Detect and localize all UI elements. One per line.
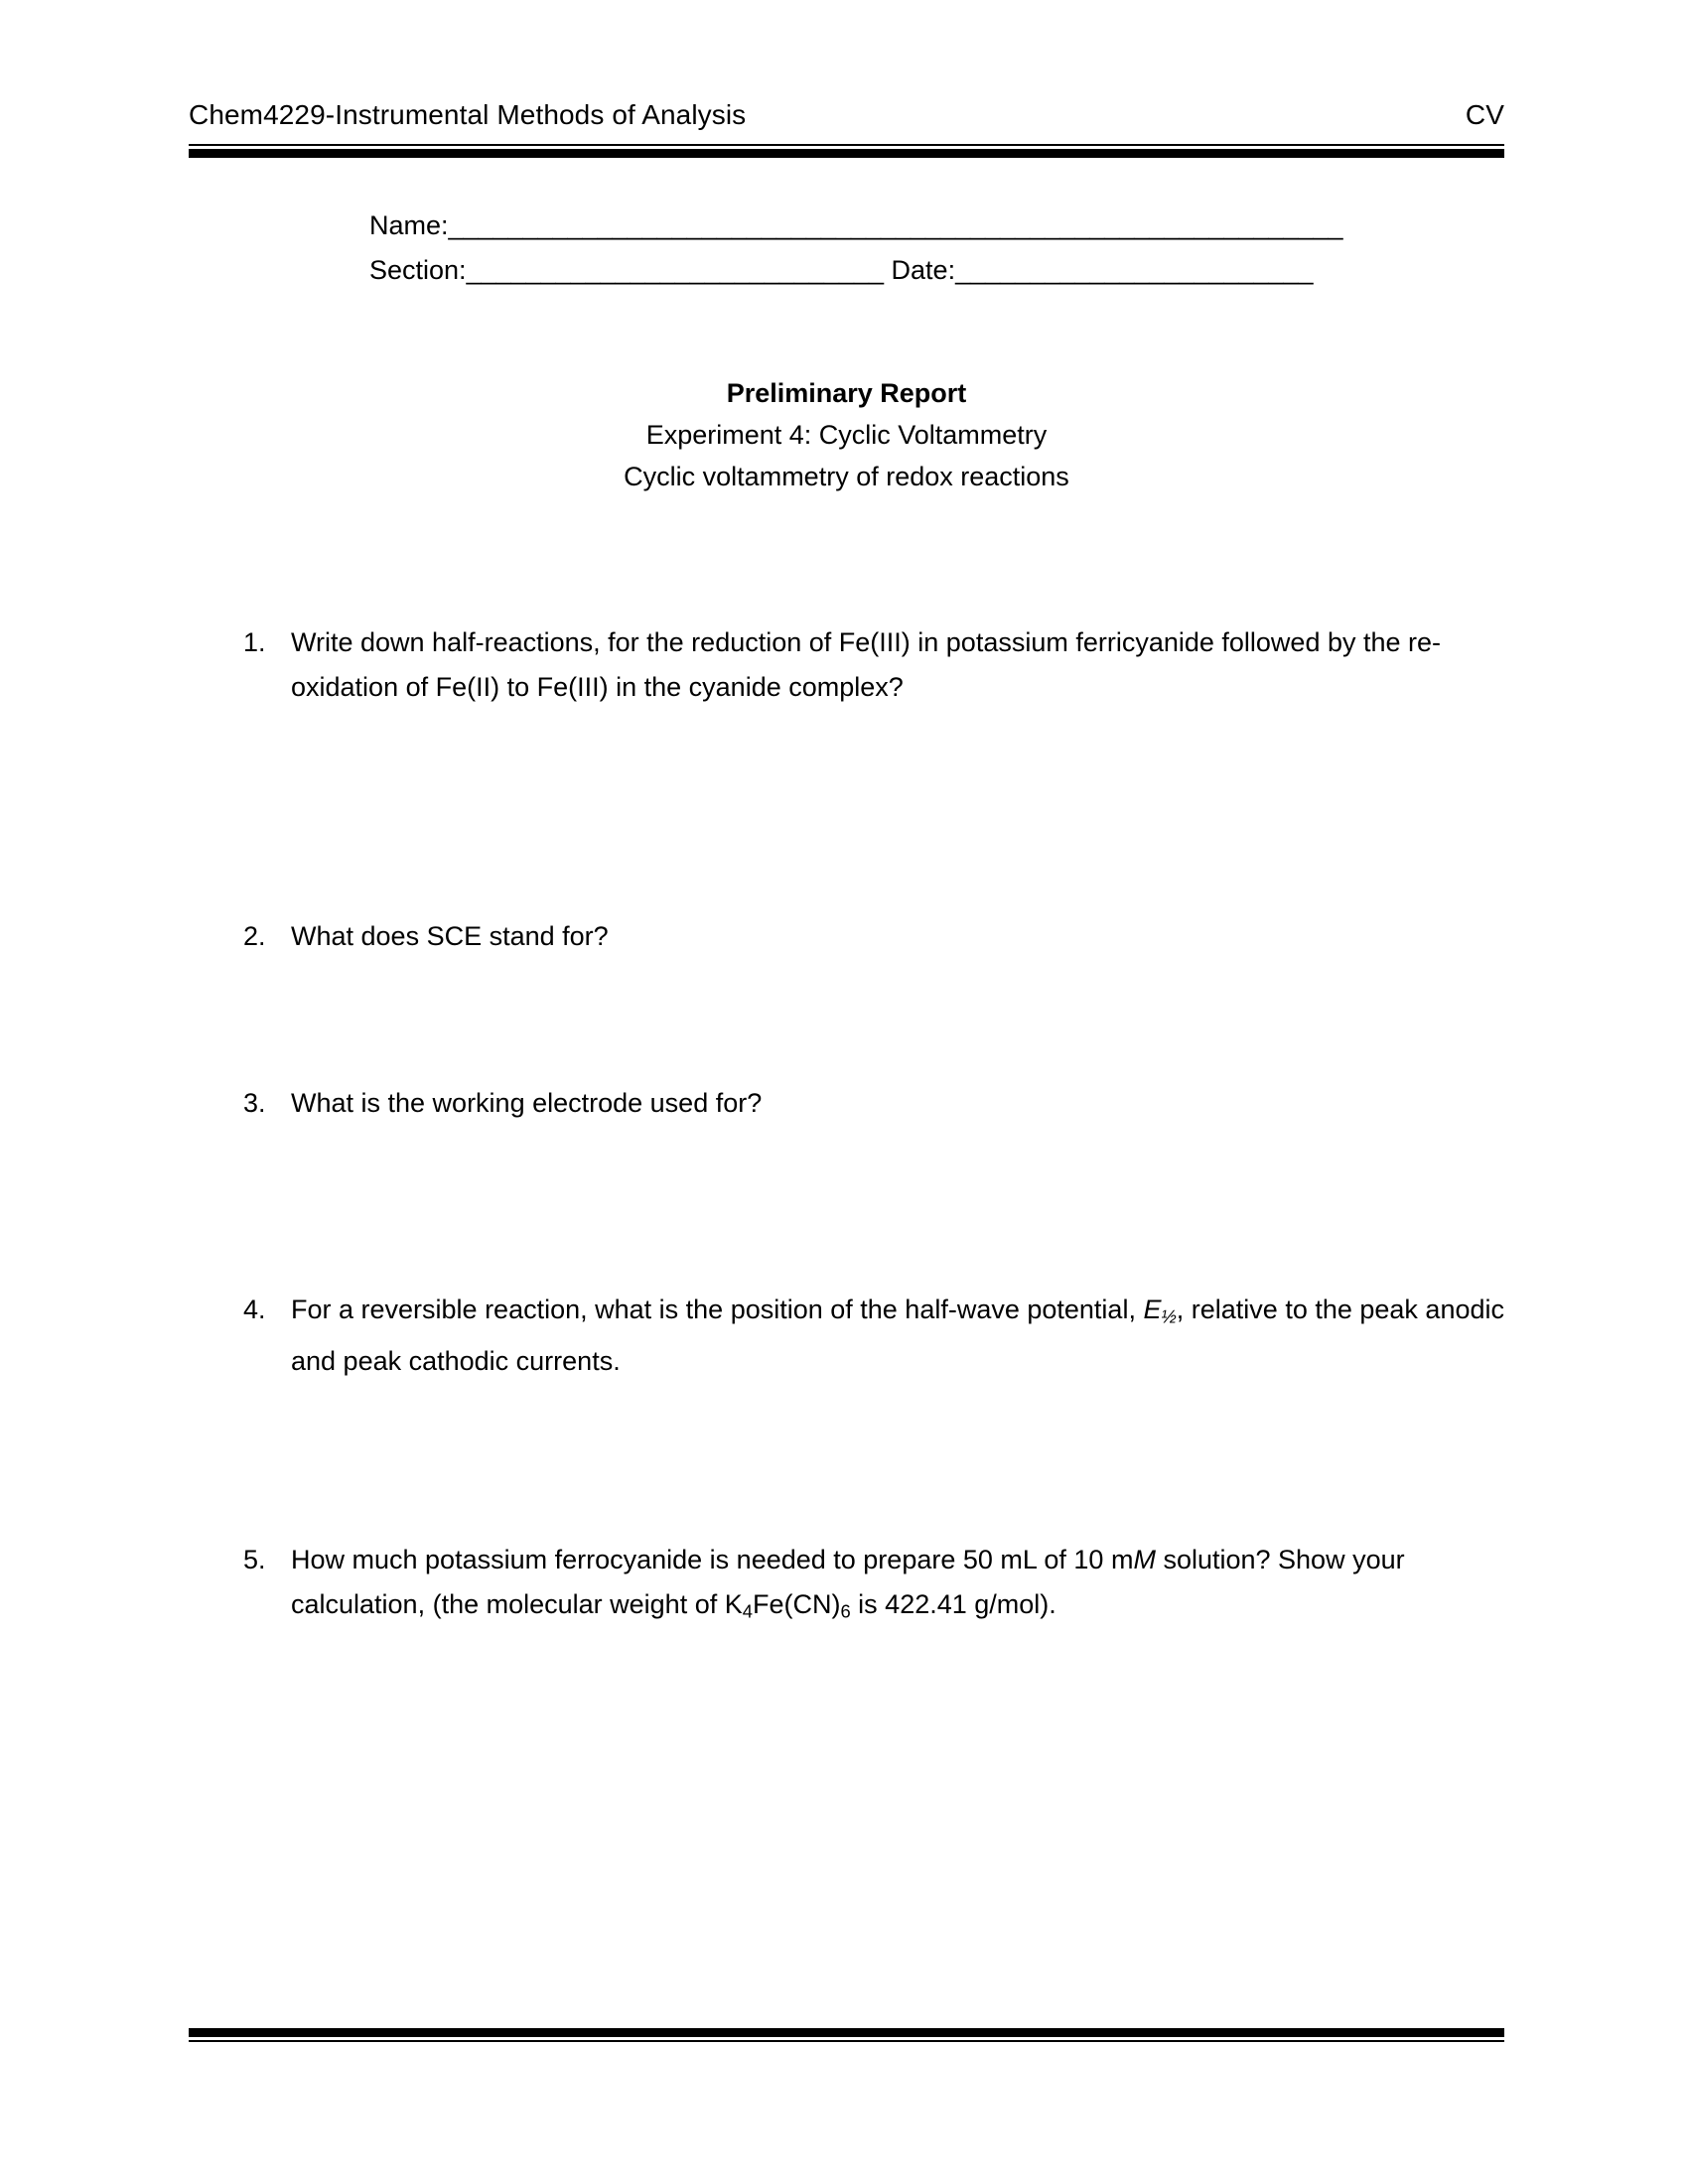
question-text-2: What does SCE stand for? (291, 921, 609, 951)
question-number-5: 5. (243, 1545, 266, 1574)
question-text-5 (291, 1538, 1532, 1634)
question-item-4 (243, 1288, 1532, 1384)
date-blank-field[interactable]: ________________________ (955, 255, 1314, 285)
question-number-2: 2. (243, 921, 266, 951)
question-4-part-b: , relative to the peak anodic and peak cathodic currents. (291, 1295, 1504, 1376)
question-item-5 (243, 1538, 1532, 1634)
date-label: Date: (891, 255, 956, 285)
experiment-subtitle: Experiment 4: Cyclic Voltammetry (645, 420, 1048, 450)
question-item-3 (243, 1081, 1532, 1126)
question-text-3: What is the working electrode used for? (291, 1088, 763, 1118)
name-label: Name: (369, 210, 449, 240)
question-5-part-c: is 422.41 g/mol). (850, 1589, 1056, 1619)
header-right-label: CV (1465, 99, 1504, 130)
footer-divider-thick-line (189, 2028, 1504, 2037)
footer-divider-thin-line (189, 2040, 1504, 2042)
formula-middle: Fe(CN) (752, 1589, 841, 1619)
question-number-1: 1. (243, 627, 266, 657)
question-5-part-b: solution? Show your calculation, (the molecular weight of K (291, 1545, 1405, 1619)
section-label: Section: (369, 255, 467, 285)
section-date-line (369, 248, 1343, 293)
formula-subscript-4: 4 (742, 1600, 753, 1622)
name-line (369, 204, 1343, 248)
report-title-block (189, 372, 1504, 497)
molarity-symbol: M (1133, 1545, 1156, 1574)
section-blank-field[interactable]: ____________________________ (466, 255, 885, 285)
report-title: Preliminary Report (726, 378, 967, 408)
experiment-description: Cyclic voltammetry of redox reactions (624, 462, 1069, 491)
question-4-part-a: For a reversible reaction, what is the position of the half-wave potential, (291, 1295, 1144, 1324)
half-wave-potential-symbol (1143, 1295, 1177, 1327)
question-5-part-a: How much potassium ferrocyanide is needed to prepare 50 mL of 10 m (291, 1545, 1134, 1574)
page-header (189, 99, 1504, 131)
question-item-2 (243, 914, 1532, 959)
formula-subscript-6: 6 (840, 1600, 851, 1622)
header-divider (189, 144, 1504, 158)
footer-divider (189, 2028, 1504, 2042)
symbol-e: E (1143, 1295, 1162, 1324)
question-item-1 (243, 620, 1532, 710)
header-divider-thick-line (189, 149, 1504, 158)
header-course-title: Chem4229-Instrumental Methods of Analysis (189, 99, 747, 130)
question-text-1: Write down half-reactions, for the reduction of Fe(III) in potassium ferricyanide followed by the re-oxidation of Fe(II) to Fe(III) in the cyanide complex? (291, 627, 1442, 702)
question-number-4: 4. (243, 1295, 266, 1324)
name-blank-field[interactable]: ____________________________________________________________ (448, 210, 1343, 240)
symbol-half-subscript: ½ (1161, 1305, 1177, 1327)
spacer (884, 255, 892, 285)
question-number-3: 3. (243, 1088, 266, 1118)
question-text-4 (291, 1288, 1532, 1384)
student-identity-block (369, 204, 1343, 293)
